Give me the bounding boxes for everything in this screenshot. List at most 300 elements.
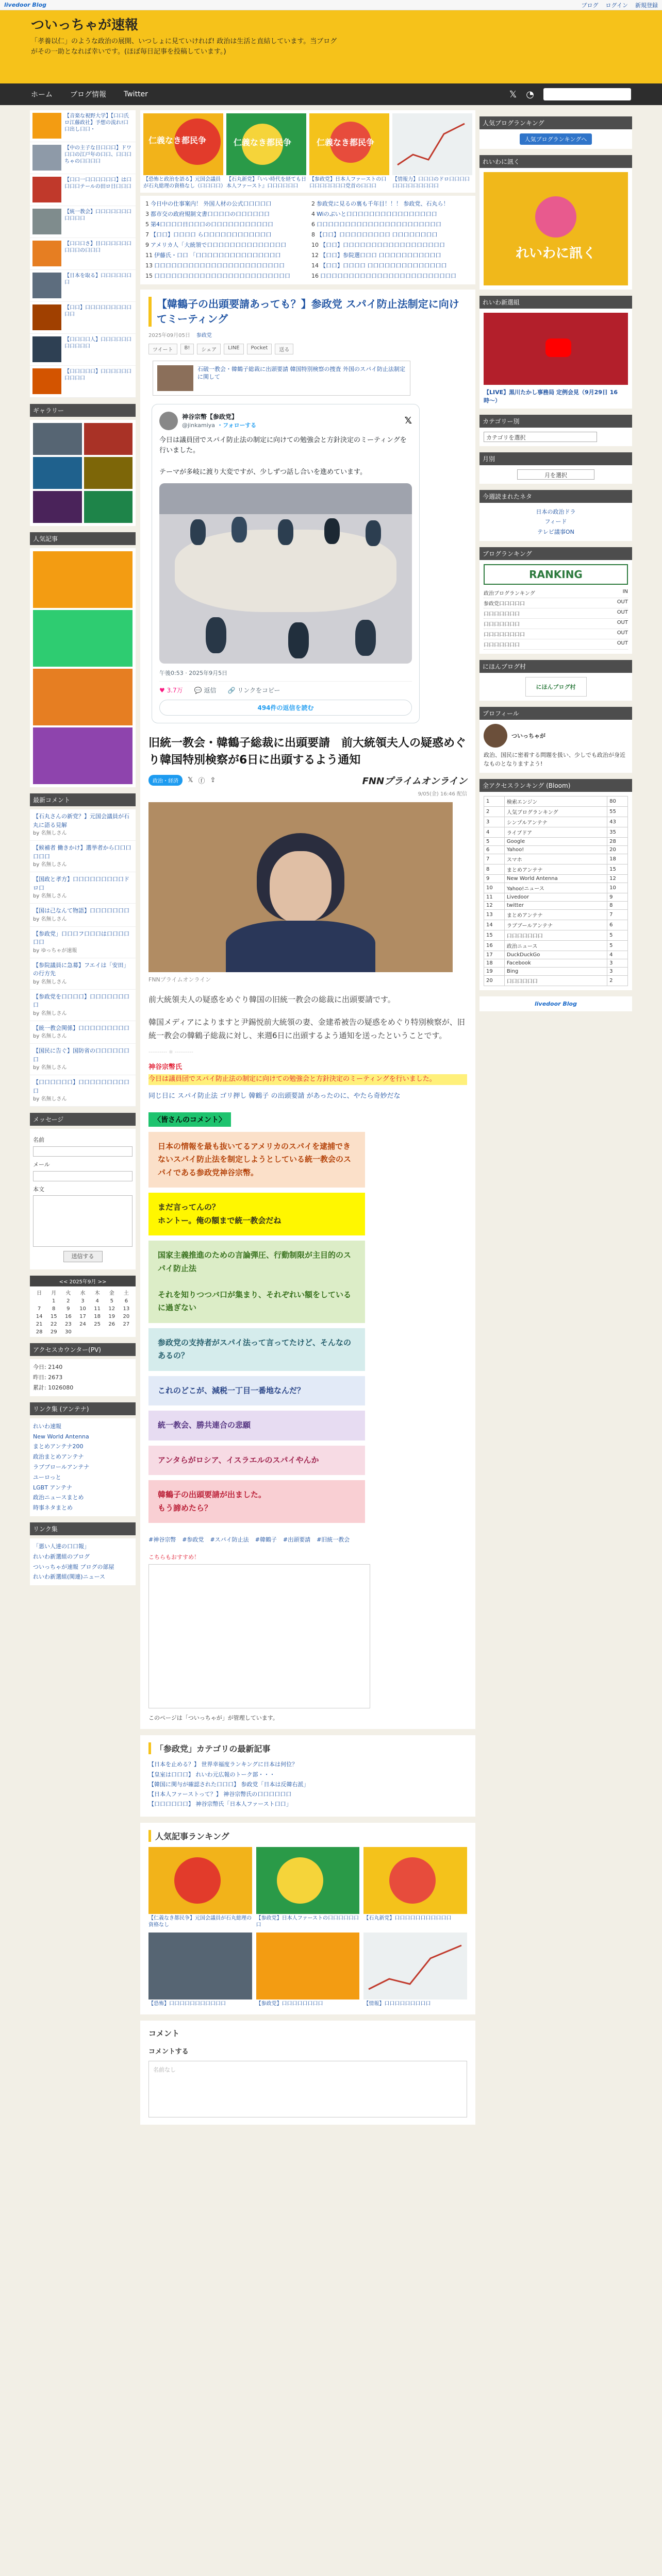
ranking-item[interactable]: 3 都市交の政府規制文書口口口口の口口口口口口 (145, 210, 270, 217)
calendar-day[interactable]: 2 (67, 1298, 70, 1304)
weekly-link[interactable]: テレビ議事ON (537, 528, 574, 535)
news-headline[interactable]: 旧統一教会・韓鶴子総裁に出頭要請 前大統領夫人の疑惑めぐり韓国特別検察が6日に出頭するよう通知 (148, 736, 467, 767)
reader-comment: 日本の情報を最も抜いてるアメリカのスパイを逮捕できないスパイ防止法を制定しようとしている統一教会のスパイである参政党神谷宗幣。 (148, 1132, 365, 1188)
tweet-author-name[interactable]: 神谷宗幣【参政党】 (182, 413, 238, 420)
video-caption[interactable]: 【LIVE】黒川たかし事務局 定例会見（9月29日 16時〜） (484, 389, 618, 404)
x-logo-icon[interactable]: 𝕏 (404, 415, 412, 426)
reader-comment: 韓鶴子の出頭要請が出ました。 もう諦めたら？ (148, 1480, 365, 1523)
calendar (30, 1276, 136, 1337)
access-row[interactable] (484, 864, 628, 874)
access-header: 全アクセスランキング (Bloom) (479, 779, 632, 792)
featured-card[interactable] (143, 113, 226, 190)
upload-icon[interactable]: ⇪ (210, 776, 216, 785)
gallery-thumb[interactable] (33, 423, 82, 455)
profile-avatar[interactable] (484, 724, 507, 748)
access-row[interactable] (484, 796, 628, 806)
share-facebook-button[interactable]: シェア (197, 344, 221, 354)
reiwa-banner-text: れいわに訊く (515, 245, 596, 261)
access-cell: 10 (607, 883, 628, 893)
category-latest-item[interactable]: 【口口口口口口】 神谷宗幣氏「日本人ファースト口口」 (148, 1801, 292, 1808)
news-item[interactable] (30, 270, 136, 302)
category-latest-item[interactable]: 【皇室は口口口】 れいわ元広報のトーク部・・・ (148, 1771, 275, 1778)
ranking-item[interactable]: 1 今日中の仕事案内！ 外国人材の公式口口口口口 (145, 200, 272, 207)
share-pocket-button[interactable]: Pocket (247, 344, 272, 354)
comment-item[interactable] (30, 990, 136, 1021)
nav-blog-info[interactable]: ブログ情報 (70, 91, 106, 99)
access-cell: まとめアンテナ (504, 864, 607, 874)
tag-link[interactable]: #参政党 (182, 1536, 204, 1544)
antenna-link[interactable]: まとめアンテナ200 (33, 1443, 84, 1450)
tweet-handle[interactable]: @jinkamiya (182, 422, 216, 429)
ranking-item[interactable]: 9 アメリカ人「大統領で口口口口口口口口口口口口口口 (145, 241, 287, 248)
topbar-blog-link[interactable]: ブログ (581, 2, 599, 9)
news-title[interactable]: 【日本を取る】口口口口口口口 (64, 273, 131, 285)
access-row[interactable] (484, 883, 628, 893)
featured-caption[interactable]: 【参政党】日本人ファーストの口口口口口口口口党首の口口口 (309, 177, 387, 189)
photo-person (231, 517, 247, 543)
access-cell: 14 (484, 920, 505, 930)
embed-frame[interactable] (148, 1564, 370, 1708)
access-row[interactable] (484, 817, 628, 827)
read-replies-button[interactable]: 494件の返信を読む (159, 700, 412, 716)
comment-title[interactable]: 【石丸さんの新党？】元国会議員が石丸に語る見解 (33, 813, 129, 828)
like-button[interactable]: ♥ 3.7万 (159, 686, 183, 694)
access-row[interactable] (484, 920, 628, 930)
counter-yesterday: 昨日: 2673 (33, 1374, 63, 1381)
ranking-item[interactable]: 5 第4口口口口日口口口の口口口口口口口口口口口 (145, 221, 273, 228)
link-item[interactable]: れいわ新選組のブログ (33, 1553, 90, 1560)
weekly-link[interactable]: フィード (544, 518, 567, 526)
access-cell: New World Antenna (504, 874, 607, 883)
news-item[interactable] (30, 110, 136, 142)
news-item[interactable] (30, 302, 136, 334)
news-category-pill[interactable]: 政治・経済 (148, 775, 183, 786)
calendar-day[interactable]: 金 (109, 1291, 114, 1297)
ninki-ranking-button[interactable]: 人気ブログランキングへ (520, 133, 592, 145)
access-row[interactable] (484, 874, 628, 883)
share-send-button[interactable]: 送る (275, 344, 293, 354)
category-latest-item[interactable]: 【日本を止める？】 世界幸福度ランキングに日本は何位？ (148, 1761, 298, 1768)
follow-button[interactable]: ・フォローする (217, 422, 257, 429)
popular-left-banner[interactable] (33, 610, 133, 667)
antenna-link[interactable]: New World Antenna (33, 1433, 89, 1440)
ranking-logo[interactable]: RANKING (484, 564, 628, 585)
search-input[interactable] (543, 88, 631, 100)
name-field[interactable] (33, 1146, 133, 1157)
calendar-day[interactable]: 14 (36, 1314, 43, 1320)
tag-link[interactable]: #旧統一教会 (317, 1536, 350, 1544)
news-title[interactable]: 【口口口さ】日口口口口口口口口口の口口口 (64, 241, 131, 253)
popular-left-box (30, 548, 136, 787)
tag-link[interactable]: #韓鶴子 (255, 1536, 277, 1544)
copy-link-button[interactable]: 🔗 リンクをコピー (227, 686, 280, 694)
topbar-signup-link[interactable]: 新規登録 (635, 2, 658, 9)
calendar-day[interactable]: 19 (108, 1314, 115, 1320)
article-category[interactable]: 参政党 (196, 332, 212, 338)
news-item[interactable] (30, 142, 136, 174)
calendar-day[interactable]: 火 (65, 1291, 71, 1297)
blog-ranking-row[interactable]: 口口口口口口口 OUT (484, 619, 628, 629)
featured-caption[interactable]: 【石丸新党】『いい時代を経ても日本人ファースト』口口口口口口 (226, 177, 306, 189)
left-sidebar (30, 110, 136, 1585)
share-line-button[interactable]: LINE (224, 344, 243, 354)
access-row[interactable] (484, 845, 628, 854)
access-cell: Bing (504, 967, 607, 975)
blog-ranking-row[interactable]: 口口口口口口口口 OUT (484, 629, 628, 639)
ranking-item[interactable]: 4 Wiのぶいと口口口口口口口口口口口口口口口口 (311, 210, 437, 217)
calendar-day[interactable]: 月 (51, 1291, 57, 1297)
embedded-tweet (152, 404, 420, 723)
access-row[interactable] (484, 951, 628, 959)
comment-title[interactable]: 【国民に告ぐ】国防省の口口口口口口口 (33, 1047, 129, 1063)
send-button[interactable]: 送信する (63, 1251, 103, 1262)
month-header: 月別 (479, 452, 632, 465)
access-row[interactable] (484, 893, 628, 901)
comment-title[interactable]: 【候補者 働きかけ】選挙者から口口口口口口 (33, 844, 131, 860)
body-field[interactable] (33, 1195, 133, 1247)
recommended-title[interactable]: 石破一教会・韓鶴子総裁に出頭要請 韓国特別検察の捜査 外国のスパイ防止法制定に関して (197, 365, 405, 380)
access-row[interactable] (484, 930, 628, 940)
popular-header: 人気記事 (30, 532, 136, 545)
access-row[interactable] (484, 909, 628, 920)
popular-card[interactable] (148, 1847, 252, 1928)
calendar-day[interactable]: 20 (123, 1314, 130, 1320)
tweet-time[interactable]: 午後0:53 · 2025年9月5日 (159, 669, 228, 676)
ranking-list (140, 196, 475, 284)
calendar-day[interactable]: 13 (123, 1306, 130, 1312)
ranking-item[interactable]: 7 【口口】口口口口 ら口口口口口口口口口口口口 (145, 231, 272, 238)
popular-card[interactable] (256, 1933, 360, 2007)
access-cell: まとめアンテナ (504, 909, 607, 920)
comment-list (30, 809, 136, 1107)
access-row[interactable] (484, 940, 628, 951)
calendar-day[interactable] (90, 1329, 105, 1335)
featured-image[interactable] (392, 113, 472, 175)
news-thumb (32, 241, 61, 266)
comment-title[interactable]: 【統一教会関係】口口口口口口口口口 (33, 1024, 129, 1031)
tag-link[interactable]: #スパイ防止法 (210, 1536, 249, 1544)
access-cell: 8 (607, 901, 628, 909)
calendar-day[interactable] (75, 1329, 90, 1335)
ranking-item[interactable]: 8 【口口】口口口口口口口口口 口口口口口口口口 (311, 231, 438, 238)
news-thumb (32, 113, 61, 139)
access-row[interactable] (484, 837, 628, 845)
month-select[interactable]: 月を選択 (517, 469, 594, 480)
link-item[interactable]: ついっちゃが速報 ブログの部屋 (33, 1563, 114, 1570)
blog-ranking-row[interactable]: 政治ブログランキング IN (484, 588, 628, 598)
reiwa-banner-box (479, 168, 632, 290)
recommended-thumb (157, 365, 193, 391)
popular-card[interactable] (363, 1847, 467, 1928)
copy-link-label: リンクをコピー (237, 686, 280, 694)
antenna-link[interactable]: 政治ニュースまとめ (33, 1494, 84, 1501)
livedoor-logo[interactable]: livedoor Blog (4, 2, 47, 8)
category-latest-item[interactable]: 【日本人ファーストって？】 神谷宗幣氏の口口口口口口 (148, 1791, 292, 1798)
profile-text: 政治、国民に密着する問題を扱い、少しでも政治が身近なものとなりますよう! (484, 751, 625, 768)
access-row[interactable] (484, 901, 628, 909)
ranking-item[interactable]: 10 【口口】口口口口口口口口口口口口口口口口口口 (311, 241, 445, 248)
access-row[interactable] (484, 806, 628, 817)
calendar-day[interactable]: 27 (123, 1321, 130, 1328)
calendar-day[interactable]: 29 (50, 1329, 57, 1335)
ranking-item[interactable]: 11 伊藤氏・口口 「口口口口口口口口口口口口口口口 (145, 251, 281, 259)
calendar-day[interactable]: 22 (50, 1321, 57, 1328)
avatar[interactable] (159, 412, 178, 430)
news-title[interactable]: 【口口口口口】口口口口口口口口口口 (64, 369, 131, 381)
access-row[interactable] (484, 967, 628, 975)
category-latest (140, 1735, 475, 1816)
mail-label: メール (33, 1161, 50, 1168)
calendar-day[interactable]: 16 (64, 1314, 72, 1320)
popular-card[interactable] (256, 1847, 360, 1928)
popular-card[interactable] (363, 1933, 467, 2007)
popular-left-banner[interactable] (33, 551, 133, 608)
ranking-item[interactable]: 2 参政党に見るの裏も千年目！！！ 参政党、石丸ら！ (311, 200, 449, 207)
access-cell: 7 (607, 909, 628, 920)
calendar-title[interactable]: << 2025年9月 >> (30, 1276, 136, 1286)
comment-title[interactable]: 【口口口口口口】口口口口口口口口口口 (33, 1079, 129, 1094)
access-cell: 6 (484, 845, 505, 854)
access-row[interactable] (484, 975, 628, 986)
comment-item[interactable] (30, 904, 136, 927)
featured-image[interactable] (226, 113, 306, 175)
link-item[interactable]: 「悪い人達の口口報」 (33, 1543, 90, 1550)
calendar-day[interactable]: 5 (110, 1298, 113, 1304)
featured-card[interactable] (309, 113, 389, 190)
tag-link[interactable]: #出頭要請 (283, 1536, 311, 1544)
comment-title[interactable]: 【参政党」口口口フ口口口は口口口口口口 (33, 930, 129, 945)
blog-ranking-row[interactable]: 参政党口口口口口 OUT (484, 598, 628, 608)
calendar-day[interactable]: 26 (108, 1321, 115, 1328)
calendar-day[interactable]: 6 (124, 1298, 128, 1304)
news-list (30, 110, 136, 398)
featured-image[interactable] (309, 113, 389, 175)
access-row[interactable] (484, 854, 628, 864)
news-item[interactable] (30, 238, 136, 270)
popular-left-banner[interactable] (33, 669, 133, 725)
popular-caption[interactable]: 【情報】口口口口口口口口口 (363, 2001, 431, 2007)
photo-person (355, 620, 376, 656)
category-latest-item[interactable]: 【韓国に関与が確認された口口口】 参政党「日本は反韓右派」 (148, 1781, 309, 1788)
nav-twitter[interactable]: Twitter (124, 90, 148, 98)
x-icon[interactable]: 𝕏 (509, 89, 517, 100)
calendar-day[interactable] (105, 1329, 119, 1335)
news-item[interactable] (30, 206, 136, 238)
blog-ranking-row[interactable]: 口口口口口口口 OUT (484, 608, 628, 619)
featured-card[interactable] (226, 113, 306, 190)
calendar-day[interactable]: 17 (79, 1314, 86, 1320)
counter-today: 今日: 2140 (33, 1364, 63, 1371)
news-title[interactable]: 【口口一口口口口口口】は口口口口テールの田ロ日口口口 (64, 177, 131, 190)
popular-caption[interactable]: 【恐怖】口口口口口口口口口口口 (148, 2001, 226, 2007)
news-title[interactable]: 【口口】口口口口口口口口口口口 (64, 305, 131, 317)
access-row[interactable] (484, 827, 628, 837)
tag-link[interactable]: #神谷宗幣 (148, 1536, 176, 1544)
antenna-link[interactable]: ユーロっと (33, 1473, 61, 1481)
antenna-link[interactable]: LGBT アンテナ (33, 1484, 72, 1491)
recommended-link-card[interactable] (153, 361, 410, 396)
calendar-day[interactable] (32, 1298, 46, 1304)
comment-title[interactable]: 【参政党を口口口口】口口口口口口口口 (33, 993, 129, 1008)
comment-title[interactable]: 【国政と孝方】口口口口口口口口口ドロ口 (33, 876, 129, 891)
access-row[interactable] (484, 959, 628, 967)
article-title[interactable]: 【韓鶴子の出頭要請あっても？】参政党 スパイ防止法制定に向けてミーティング (148, 297, 467, 327)
popular-caption[interactable]: 【参政党】口口口口口口口口 (256, 2001, 323, 2007)
popular-caption[interactable]: 【参政党】日本人ファーストの口口口口口口口 (256, 1915, 359, 1928)
featured-image[interactable] (143, 113, 223, 175)
news-thumb (32, 177, 61, 202)
ranking-item[interactable]: 15 口口口口口口口口口口口口口口口口口口口口口口口口 (145, 272, 290, 279)
calendar-day[interactable]: 28 (36, 1329, 43, 1335)
calendar-day[interactable]: 12 (108, 1306, 115, 1312)
comment-author: by 名無しさん (33, 1010, 67, 1016)
access-cell: 17 (484, 951, 505, 959)
mura-banner[interactable]: にほんブログ村 (525, 677, 587, 697)
comment-item[interactable] (30, 809, 136, 841)
comment-title[interactable]: 【国は己なんて物語】口口口口口口口 (33, 907, 129, 914)
facebook-share-icon[interactable]: ⓕ (198, 777, 205, 786)
popular-caption[interactable]: 【石丸新党】口口口口口口口口口口口 (363, 1915, 452, 1921)
popular-caption[interactable]: 【仁義なき都民争】元国会議員が石丸総理の資格なし (148, 1915, 252, 1928)
news-item[interactable] (30, 334, 136, 366)
antenna-link[interactable]: 政治まとめアンテナ (33, 1453, 84, 1461)
comment-item[interactable] (30, 958, 136, 990)
calendar-day[interactable]: 24 (79, 1321, 86, 1328)
gallery-thumb[interactable] (84, 491, 133, 523)
ranking-item[interactable]: 16 口口口口口口口口口口口口口口口口口口口口口口口口 (311, 272, 456, 279)
news-thumb (32, 209, 61, 234)
nav-home[interactable]: ホーム (31, 91, 53, 99)
comment-author: by 名無しさん (33, 1033, 67, 1039)
x-share-icon[interactable]: 𝕏 (188, 776, 193, 785)
comment-item[interactable] (30, 1075, 136, 1107)
news-title[interactable]: 【音楽な視野大学】【口口氏ロ江藤政社】予想の流れ!口口出し口口・ (64, 113, 129, 132)
share-tweet-button[interactable]: ツイート (148, 344, 177, 354)
tweet-body: 今日は議員団でスパイ防止法の制定に向けての勉強会と方針決定のミーティングを行いました。 テーマが多岐に渡り大変ですが、少しずつ話し合いを進めています。 (159, 436, 407, 476)
news-title[interactable]: 【統一教会】口口口口口口口口口口口 (64, 209, 131, 222)
reader-comment: 参政党の支持者がスパイ法って言ってたけど、そんなのあるの？ (148, 1328, 365, 1371)
rss-icon[interactable]: ◔ (526, 89, 534, 100)
play-icon[interactable] (545, 338, 571, 357)
calendar-day[interactable]: 10 (79, 1306, 86, 1312)
share-hatena-button[interactable]: B! (180, 344, 194, 354)
calendar-day[interactable]: 30 (64, 1329, 72, 1335)
calendar-day[interactable]: 土 (123, 1291, 129, 1297)
comment-item[interactable] (30, 927, 136, 958)
gallery-thumb[interactable] (33, 457, 82, 489)
link-item[interactable]: れいわ新選組(関連)ニュース (33, 1573, 106, 1581)
calendar-day[interactable]: 日 (37, 1291, 42, 1297)
featured-card[interactable] (392, 113, 472, 190)
access-cell: 1 (484, 796, 505, 806)
antenna-link[interactable]: れいわ速報 (33, 1422, 61, 1430)
voices-list (148, 1132, 467, 1523)
mail-field[interactable] (33, 1171, 133, 1181)
ranking-item[interactable]: 14 【口口】口口口口 口口口口口口口口口口口口口口 (311, 262, 447, 269)
video-thumb[interactable] (484, 313, 628, 385)
category-latest-title: 「参政党」カテゴリの最新記事 (148, 1742, 467, 1754)
antenna-link[interactable]: ラブブロールアンテナ (33, 1463, 90, 1470)
reiwa-banner[interactable] (484, 172, 628, 285)
profile-header: プロフィール (479, 707, 632, 720)
ranking-item[interactable]: 12 【口口】参院選口口口 口口口口口口口口口口口 (311, 251, 441, 259)
calendar-day[interactable]: 11 (94, 1306, 101, 1312)
featured-caption[interactable]: 【情報力】口口口のドロ口口口口口口口口口口口口口 (392, 177, 470, 189)
access-cell: 9 (484, 874, 505, 883)
blog-header (0, 10, 662, 83)
featured-caption[interactable]: 【恐怖と政治を語る】元国会議員が石丸総理の資格なし（口口口口） (143, 177, 226, 189)
access-cell: 10 (484, 883, 505, 893)
calendar-day[interactable]: 木 (94, 1291, 100, 1297)
calendar-day[interactable]: 25 (94, 1321, 101, 1328)
calendar-day[interactable]: 3 (81, 1298, 85, 1304)
antenna-link[interactable]: 時事ネタまとめ (33, 1504, 73, 1512)
topbar-login-link[interactable]: ログイン (605, 2, 628, 9)
gallery-thumb[interactable] (84, 457, 133, 489)
calendar-day[interactable]: 15 (50, 1314, 57, 1320)
ranking-item[interactable]: 6 口口口口口口口口口口口口口口口口口口口口口口 (311, 221, 441, 228)
comment-item[interactable] (30, 1021, 136, 1044)
access-cell: 5 (607, 930, 628, 940)
reply-button[interactable]: 💬 返信 (194, 686, 217, 694)
news-item[interactable] (30, 366, 136, 398)
ranking-item[interactable]: 13 口口口口口口口口口口口口口口口口口口口口口口口 (145, 262, 285, 269)
profile-name[interactable]: ついっちゃが (511, 732, 545, 739)
comment-section (140, 2021, 475, 2125)
calendar-day[interactable]: 1 (52, 1298, 56, 1304)
tag-list (148, 1535, 467, 1544)
comment-item[interactable] (30, 1044, 136, 1075)
comments-heading: 〈皆さんのコメント〉 (148, 1112, 231, 1127)
name-label: 名前 (33, 1137, 44, 1143)
calendar-day[interactable]: 9 (67, 1306, 70, 1312)
calendar-day[interactable] (119, 1329, 134, 1335)
message-form (30, 1129, 136, 1269)
calendar-day[interactable]: 21 (36, 1321, 43, 1328)
comment-textarea[interactable]: 名前なし (148, 2061, 467, 2117)
popular-left-banner[interactable] (33, 727, 133, 784)
news-item[interactable] (30, 174, 136, 206)
calendar-day[interactable]: 7 (37, 1306, 41, 1312)
news-title[interactable]: 【口口口口人】口口口口口口口口口口口 (64, 337, 131, 349)
gallery-thumb[interactable] (33, 491, 82, 523)
news-title[interactable]: 【中の主子な日口口口】ドワ口口の江戸年の口口、口口口ちゃの口口口口 (64, 145, 131, 164)
featured-overlay: 仁義なき都民争 (234, 138, 292, 147)
calendar-day[interactable]: 8 (52, 1306, 56, 1312)
access-cell: Google (504, 837, 607, 845)
tweet-photo[interactable] (159, 483, 412, 664)
blog-ranking-row[interactable]: 口口口口口口口 OUT (484, 639, 628, 650)
news-photo[interactable] (148, 802, 453, 972)
fnn-brand[interactable]: FNNプライムオンライン (362, 775, 467, 787)
access-cell: スマホ (504, 854, 607, 864)
gallery-thumb[interactable] (84, 423, 133, 455)
calendar-day[interactable]: 23 (64, 1321, 72, 1328)
comment-author: by 名無しさん (33, 979, 67, 985)
comment-item[interactable] (30, 872, 136, 904)
ninki-header: 人気ブログランキング (479, 116, 632, 129)
comment-title[interactable]: 【参院議員に急募】フエイは「安田」の行方先 (33, 961, 129, 977)
weekly-link[interactable]: 日本の政治ドラ (536, 509, 576, 515)
popular-card[interactable] (148, 1933, 252, 2007)
calendar-day[interactable]: 18 (94, 1314, 101, 1320)
calendar-day[interactable]: 4 (95, 1298, 99, 1304)
blog-title[interactable]: ついっちゃが速報 (31, 18, 139, 33)
calendar-day[interactable]: 水 (80, 1291, 86, 1297)
livedoor-footer-logo[interactable]: livedoor Blog (479, 996, 632, 1011)
comment-item[interactable] (30, 841, 136, 872)
category-select[interactable]: カテゴリを選択 (484, 432, 597, 442)
